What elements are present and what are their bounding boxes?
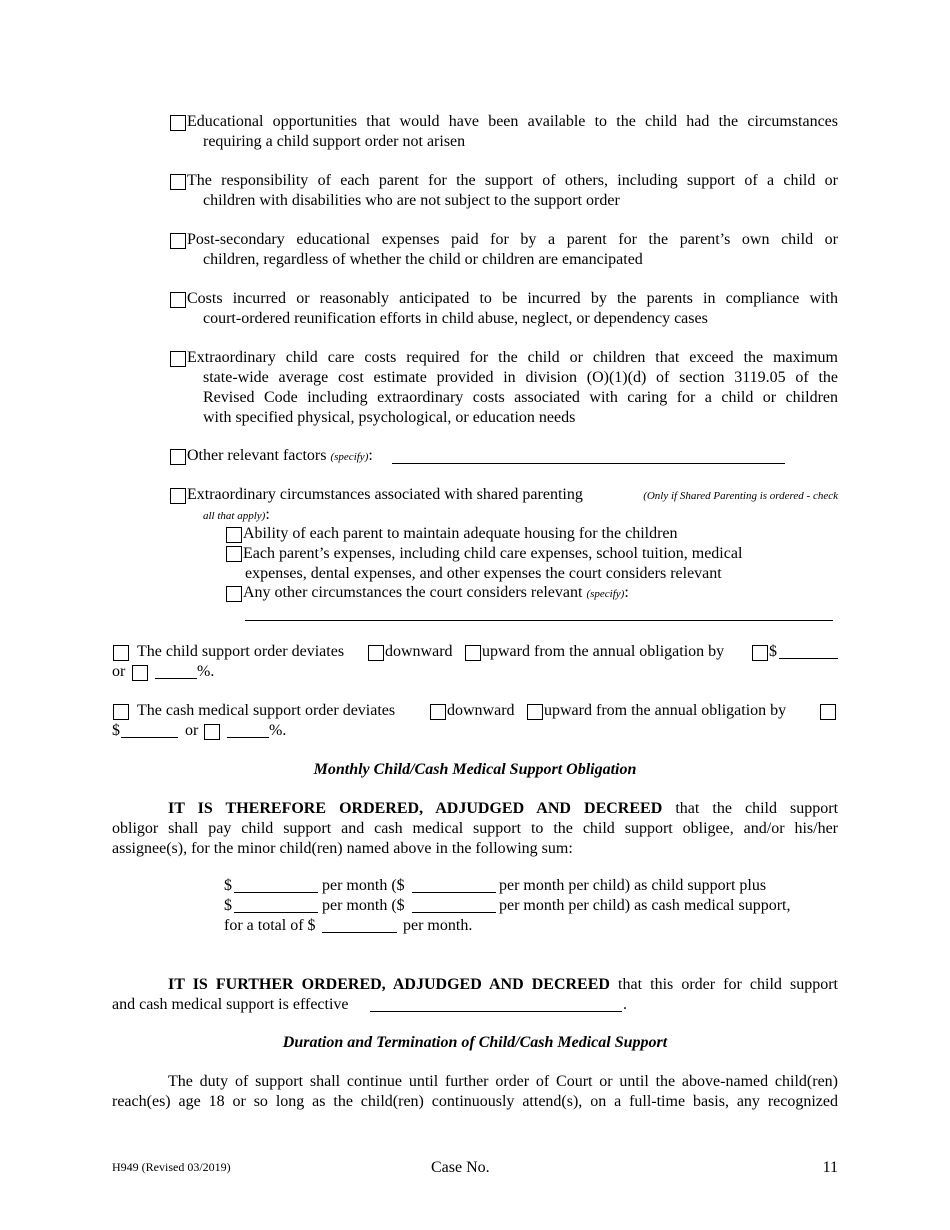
factor-postsecondary-checkbox[interactable] bbox=[170, 233, 186, 249]
percent-input[interactable] bbox=[155, 678, 197, 679]
sum-text: for a total of $ bbox=[224, 917, 316, 934]
sum-text: per month ($ bbox=[322, 897, 405, 914]
percent-input[interactable] bbox=[227, 737, 269, 738]
housing-checkbox[interactable] bbox=[226, 527, 242, 543]
dollar-sign: $ bbox=[112, 722, 120, 739]
factor-line: Educational opportunities that would have been available to the child had the circumstances bbox=[187, 113, 838, 130]
factor-line: children, regardless of whether the child or children are emancipated bbox=[203, 251, 643, 268]
expenses-label: Each parent’s expenses, including child care expenses, school tuition, medical bbox=[243, 545, 743, 562]
ordered-line: assignee(s), for the minor child(ren) named above in the following sum: bbox=[112, 840, 573, 857]
sum-text: per month per child) as cash medical support, bbox=[499, 897, 791, 914]
section-heading-monthly: Monthly Child/Cash Medical Support Obligation bbox=[313, 761, 637, 778]
further-bold: IT IS FURTHER ORDERED, ADJUDGED AND DECREED bbox=[168, 976, 610, 993]
further-line: and cash medical support is effective bbox=[112, 996, 349, 1013]
or-label: or bbox=[185, 722, 199, 739]
colon: : bbox=[368, 447, 373, 464]
ordered-line: obligor shall pay child support and cash medical support to the child support obligee, and/or his/her bbox=[112, 820, 838, 837]
duration-line: reach(es) age 18 or so long as the child(ren) continuously attend(s), on a full-time basis, any recognized bbox=[112, 1093, 838, 1110]
percent-checkbox[interactable] bbox=[132, 665, 148, 681]
per-child-support-input[interactable] bbox=[412, 892, 496, 893]
further-rest: that this order for child support bbox=[618, 976, 838, 993]
sum-text: $ bbox=[224, 877, 232, 894]
further-line bbox=[168, 975, 838, 995]
factor-line: Revised Code including extraordinary costs associated with caring for a child or children bbox=[203, 389, 838, 406]
other-circumstances-input[interactable] bbox=[245, 620, 833, 621]
specify-note: (specify) bbox=[586, 588, 625, 600]
shared-parenting-checkbox[interactable] bbox=[170, 488, 186, 504]
or-label: or bbox=[112, 663, 126, 680]
colon: : bbox=[624, 584, 629, 601]
ordered-bold: IT IS THEREFORE ORDERED, ADJUDGED AND DECREED bbox=[168, 800, 663, 817]
downward-label: downward bbox=[447, 702, 515, 719]
downward-checkbox[interactable] bbox=[430, 704, 446, 720]
factor-other-label: Other relevant factors bbox=[187, 447, 327, 464]
factor-other-checkbox[interactable] bbox=[170, 449, 186, 465]
factor-line: Costs incurred or reasonably anticipated to be incurred by the parents in compliance with bbox=[187, 290, 838, 307]
factor-line: The responsibility of each parent for the support of others, including support of a child or bbox=[187, 172, 838, 189]
ordered-line bbox=[168, 799, 838, 819]
shared-parenting-label: Extraordinary circumstances associated with shared parenting bbox=[187, 486, 583, 503]
total-monthly-input[interactable] bbox=[322, 932, 397, 933]
sum-text: $ bbox=[224, 897, 232, 914]
deviation-text: The cash medical support order deviates bbox=[137, 702, 396, 719]
factor-reunification-checkbox[interactable] bbox=[170, 292, 186, 308]
housing-label: Ability of each parent to maintain adequate housing for the children bbox=[243, 525, 678, 542]
sum-text: per month ($ bbox=[322, 877, 405, 894]
child-support-deviation-checkbox[interactable] bbox=[113, 645, 129, 661]
factor-line: court-ordered reunification efforts in child abuse, neglect, or dependency cases bbox=[203, 310, 708, 327]
period: . bbox=[623, 996, 627, 1013]
dollar-amount-input[interactable] bbox=[779, 658, 838, 659]
factor-line: state-wide average cost estimate provided in division (O)(1)(d) of section 3119.05 of the bbox=[203, 369, 838, 386]
dollar-sign: $ bbox=[769, 643, 777, 660]
downward-label: downward bbox=[385, 643, 453, 660]
form-number: H949 (Revised 03/2019) bbox=[112, 1160, 231, 1174]
sum-text: per month per child) as child support plus bbox=[499, 877, 767, 894]
expenses-label: expenses, dental expenses, and other expenses the court considers relevant bbox=[245, 565, 722, 582]
percent-sign: %. bbox=[197, 663, 215, 680]
ordered-rest: that the child support bbox=[675, 800, 839, 817]
per-child-cash-medical-input[interactable] bbox=[412, 912, 496, 913]
downward-checkbox[interactable] bbox=[368, 645, 384, 661]
other-circumstances-label: Any other circumstances the court considers relevant bbox=[243, 584, 583, 601]
sum-text: per month. bbox=[403, 917, 473, 934]
shared-parenting-note: all that apply) bbox=[203, 510, 266, 522]
cash-medical-deviation-checkbox[interactable] bbox=[113, 704, 129, 720]
percent-checkbox[interactable] bbox=[204, 724, 220, 740]
dollar-checkbox[interactable] bbox=[752, 645, 768, 661]
factor-line: with specified physical, psychological, or education needs bbox=[203, 409, 576, 426]
factor-line: requiring a child support order not arisen bbox=[203, 133, 466, 150]
dollar-amount-input[interactable] bbox=[121, 737, 178, 738]
duration-line: The duty of support shall continue until further order of Court or until the above-named child(ren) bbox=[168, 1073, 838, 1090]
effective-date-input[interactable] bbox=[370, 1011, 622, 1012]
shared-parenting-note: (Only if Shared Parenting is ordered - check bbox=[643, 490, 838, 502]
factor-educational-checkbox[interactable] bbox=[170, 115, 186, 131]
upward-checkbox[interactable] bbox=[527, 704, 543, 720]
section-heading-duration: Duration and Termination of Child/Cash Medical Support bbox=[282, 1034, 668, 1051]
colon: : bbox=[265, 506, 270, 523]
upward-label: upward from the annual obligation by bbox=[482, 643, 725, 660]
factor-line: children with disabilities who are not subject to the support order bbox=[203, 192, 620, 209]
upward-label: upward from the annual obligation by bbox=[544, 702, 787, 719]
case-number-label: Case No. bbox=[431, 1159, 490, 1176]
expenses-checkbox[interactable] bbox=[226, 546, 242, 562]
factor-line: Post-secondary educational expenses paid for by a parent for the parent’s own child or bbox=[187, 231, 838, 248]
upward-checkbox[interactable] bbox=[465, 645, 481, 661]
factor-other-input[interactable] bbox=[392, 463, 785, 464]
percent-sign: %. bbox=[269, 722, 287, 739]
deviation-text: The child support order deviates bbox=[137, 643, 345, 660]
factor-extraordinary-care-checkbox[interactable] bbox=[170, 351, 186, 367]
factor-responsibility-checkbox[interactable] bbox=[170, 174, 186, 190]
monthly-child-support-input[interactable] bbox=[234, 892, 318, 893]
page-number: 11 bbox=[822, 1159, 838, 1176]
monthly-cash-medical-input[interactable] bbox=[234, 912, 318, 913]
other-circumstances-checkbox[interactable] bbox=[226, 586, 242, 602]
dollar-checkbox[interactable] bbox=[820, 704, 836, 720]
factor-line: Extraordinary child care costs required for the child or children that exceed the maximum bbox=[187, 349, 838, 366]
specify-note: (specify) bbox=[330, 451, 369, 463]
